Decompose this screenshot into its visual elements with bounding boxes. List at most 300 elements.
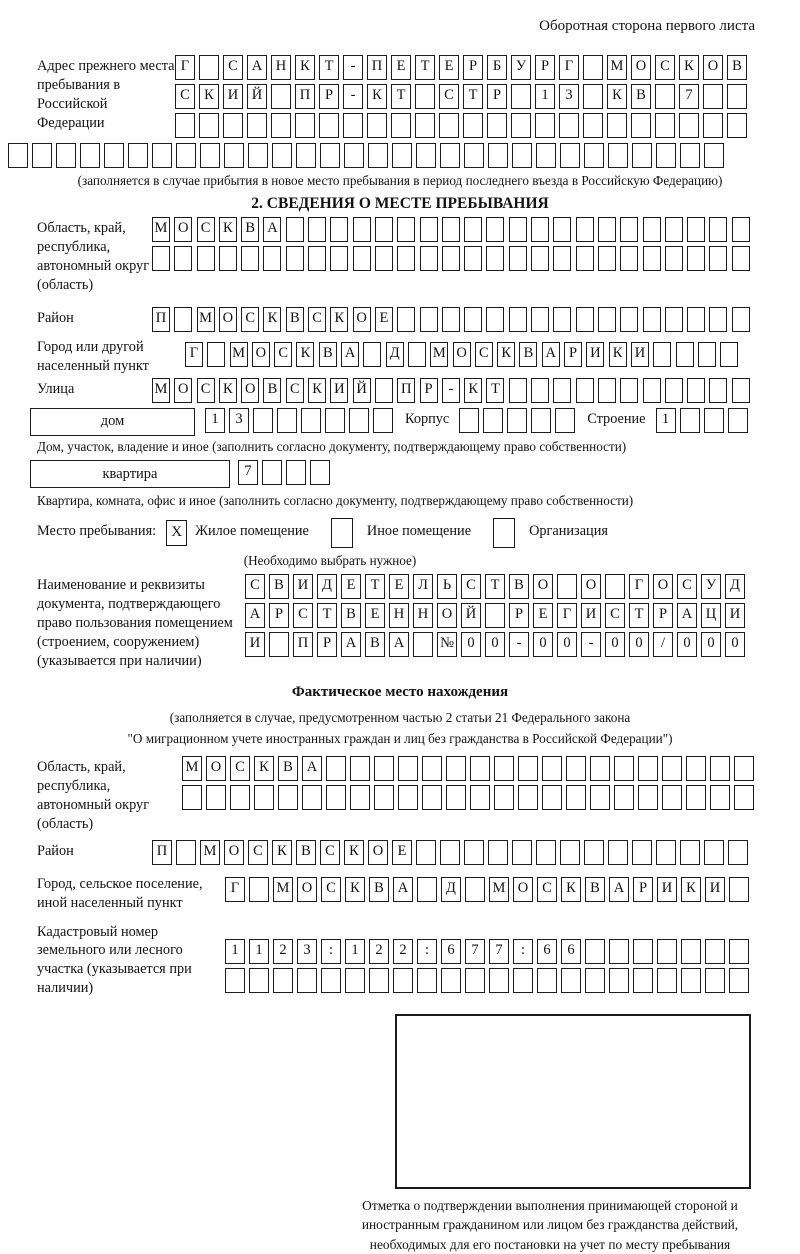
char-box[interactable] <box>417 877 437 902</box>
char-box[interactable] <box>665 307 683 332</box>
char-box[interactable] <box>608 840 628 865</box>
char-box[interactable]: С <box>197 217 215 242</box>
char-box[interactable] <box>687 378 705 403</box>
char-box[interactable]: Д <box>317 574 337 599</box>
char-box[interactable]: И <box>223 84 243 109</box>
char-box[interactable]: В <box>296 840 316 865</box>
char-box[interactable]: А <box>302 756 322 781</box>
char-box[interactable]: К <box>679 55 699 80</box>
char-box[interactable]: 0 <box>677 632 697 657</box>
checkbox-other-premises[interactable] <box>331 518 353 548</box>
char-box[interactable]: М <box>230 342 248 367</box>
char-box[interactable]: Р <box>319 84 339 109</box>
char-box[interactable] <box>727 84 747 109</box>
char-box[interactable] <box>531 246 549 271</box>
char-box[interactable] <box>345 968 365 993</box>
char-box[interactable]: 1 <box>535 84 555 109</box>
char-box[interactable] <box>104 143 124 168</box>
char-box[interactable] <box>374 785 394 810</box>
char-box[interactable] <box>197 246 215 271</box>
char-box[interactable]: К <box>263 307 281 332</box>
char-box[interactable] <box>422 785 442 810</box>
char-box[interactable]: И <box>586 342 604 367</box>
char-box[interactable] <box>350 785 370 810</box>
char-box[interactable] <box>511 113 531 138</box>
char-box[interactable]: О <box>252 342 270 367</box>
char-box[interactable] <box>176 840 196 865</box>
char-box[interactable] <box>56 143 76 168</box>
char-box[interactable]: - <box>509 632 529 657</box>
char-box[interactable] <box>207 342 225 367</box>
char-box[interactable]: И <box>330 378 348 403</box>
char-box[interactable]: К <box>296 342 314 367</box>
char-box[interactable] <box>566 785 586 810</box>
char-box[interactable] <box>408 342 426 367</box>
char-box[interactable] <box>710 785 730 810</box>
char-box[interactable]: В <box>341 603 361 628</box>
char-box[interactable] <box>590 756 610 781</box>
char-box[interactable]: И <box>245 632 265 657</box>
char-box[interactable] <box>253 408 273 433</box>
char-box[interactable]: П <box>295 84 315 109</box>
char-box[interactable]: Й <box>461 603 481 628</box>
char-box[interactable]: А <box>245 603 265 628</box>
char-box[interactable] <box>553 246 571 271</box>
char-box[interactable] <box>553 378 571 403</box>
char-box[interactable]: Д <box>441 877 461 902</box>
char-box[interactable]: О <box>219 307 237 332</box>
checkbox-organization[interactable] <box>493 518 515 548</box>
char-box[interactable]: К <box>681 877 701 902</box>
char-box[interactable]: В <box>365 632 385 657</box>
char-box[interactable] <box>326 756 346 781</box>
char-box[interactable]: : <box>321 939 341 964</box>
char-box[interactable]: 6 <box>561 939 581 964</box>
char-box[interactable] <box>566 756 586 781</box>
char-box[interactable] <box>413 632 433 657</box>
char-box[interactable] <box>325 408 345 433</box>
char-box[interactable] <box>680 840 700 865</box>
char-box[interactable] <box>643 378 661 403</box>
char-box[interactable] <box>330 246 348 271</box>
char-box[interactable]: А <box>609 877 629 902</box>
char-box[interactable]: В <box>269 574 289 599</box>
char-box[interactable]: К <box>609 342 627 367</box>
char-box[interactable]: 0 <box>725 632 745 657</box>
char-box[interactable]: А <box>677 603 697 628</box>
char-box[interactable]: В <box>263 378 281 403</box>
char-box[interactable] <box>320 143 340 168</box>
char-box[interactable]: Р <box>463 55 483 80</box>
char-box[interactable] <box>704 143 724 168</box>
char-box[interactable]: С <box>321 877 341 902</box>
char-box[interactable] <box>489 968 509 993</box>
char-box[interactable] <box>620 217 638 242</box>
char-box[interactable] <box>375 246 393 271</box>
char-box[interactable]: О <box>174 217 192 242</box>
char-box[interactable] <box>632 840 652 865</box>
char-box[interactable] <box>420 307 438 332</box>
char-box[interactable] <box>470 785 490 810</box>
char-box[interactable]: С <box>223 55 243 80</box>
char-box[interactable]: Е <box>392 840 412 865</box>
char-box[interactable]: Т <box>317 603 337 628</box>
char-box[interactable]: К <box>330 307 348 332</box>
char-box[interactable] <box>633 939 653 964</box>
char-box[interactable] <box>373 408 393 433</box>
char-box[interactable] <box>576 378 594 403</box>
char-box[interactable]: У <box>701 574 721 599</box>
char-box[interactable] <box>398 785 418 810</box>
char-box[interactable] <box>249 968 269 993</box>
char-box[interactable]: 7 <box>238 460 258 485</box>
char-box[interactable] <box>620 307 638 332</box>
char-box[interactable]: Р <box>633 877 653 902</box>
char-box[interactable]: С <box>537 877 557 902</box>
char-box[interactable]: О <box>453 342 471 367</box>
char-box[interactable] <box>398 756 418 781</box>
char-box[interactable] <box>393 968 413 993</box>
char-box[interactable]: А <box>247 55 267 80</box>
char-box[interactable]: Р <box>509 603 529 628</box>
char-box[interactable]: Е <box>341 574 361 599</box>
char-box[interactable] <box>531 378 549 403</box>
char-box[interactable]: 1 <box>205 408 225 433</box>
char-box[interactable] <box>513 968 533 993</box>
char-box[interactable]: Н <box>413 603 433 628</box>
char-box[interactable]: М <box>152 217 170 242</box>
char-box[interactable] <box>417 968 437 993</box>
char-box[interactable]: Р <box>317 632 337 657</box>
char-box[interactable] <box>608 143 628 168</box>
char-box[interactable] <box>465 968 485 993</box>
char-box[interactable]: К <box>199 84 219 109</box>
char-box[interactable] <box>653 342 671 367</box>
char-box[interactable] <box>536 840 556 865</box>
char-box[interactable]: А <box>389 632 409 657</box>
char-box[interactable] <box>286 460 306 485</box>
char-box[interactable]: В <box>727 55 747 80</box>
house-field-box[interactable] <box>30 408 195 436</box>
char-box[interactable]: И <box>657 877 677 902</box>
char-box[interactable] <box>655 113 675 138</box>
char-box[interactable] <box>665 246 683 271</box>
char-box[interactable] <box>633 968 653 993</box>
char-box[interactable] <box>271 113 291 138</box>
char-box[interactable]: Р <box>535 55 555 80</box>
char-box[interactable] <box>397 217 415 242</box>
char-box[interactable] <box>391 113 411 138</box>
char-box[interactable]: В <box>319 342 337 367</box>
char-box[interactable]: Р <box>653 603 673 628</box>
char-box[interactable] <box>152 143 172 168</box>
char-box[interactable] <box>535 113 555 138</box>
char-box[interactable] <box>442 217 460 242</box>
char-box[interactable]: С <box>605 603 625 628</box>
char-box[interactable] <box>269 632 289 657</box>
char-box[interactable] <box>705 939 725 964</box>
char-box[interactable] <box>553 307 571 332</box>
char-box[interactable] <box>308 217 326 242</box>
char-box[interactable] <box>560 143 580 168</box>
char-box[interactable]: 0 <box>629 632 649 657</box>
char-box[interactable]: М <box>489 877 509 902</box>
char-box[interactable]: Й <box>353 378 371 403</box>
char-box[interactable] <box>680 408 700 433</box>
char-box[interactable] <box>392 143 412 168</box>
char-box[interactable] <box>687 246 705 271</box>
char-box[interactable]: / <box>653 632 673 657</box>
char-box[interactable] <box>272 143 292 168</box>
char-box[interactable]: П <box>152 307 170 332</box>
char-box[interactable]: 2 <box>369 939 389 964</box>
char-box[interactable] <box>308 246 326 271</box>
char-box[interactable] <box>367 113 387 138</box>
char-box[interactable] <box>128 143 148 168</box>
char-box[interactable]: - <box>343 55 363 80</box>
char-box[interactable] <box>590 785 610 810</box>
char-box[interactable]: К <box>497 342 515 367</box>
char-box[interactable] <box>286 246 304 271</box>
char-box[interactable] <box>295 113 315 138</box>
char-box[interactable] <box>241 246 259 271</box>
char-box[interactable] <box>174 246 192 271</box>
char-box[interactable] <box>680 143 700 168</box>
char-box[interactable] <box>263 246 281 271</box>
char-box[interactable] <box>585 939 605 964</box>
char-box[interactable]: Е <box>389 574 409 599</box>
char-box[interactable]: 3 <box>559 84 579 109</box>
char-box[interactable] <box>247 113 267 138</box>
char-box[interactable] <box>609 939 629 964</box>
char-box[interactable] <box>531 307 549 332</box>
char-box[interactable] <box>224 143 244 168</box>
char-box[interactable] <box>296 143 316 168</box>
char-box[interactable] <box>254 785 274 810</box>
char-box[interactable] <box>375 217 393 242</box>
char-box[interactable] <box>655 84 675 109</box>
char-box[interactable]: 6 <box>441 939 461 964</box>
char-box[interactable] <box>182 785 202 810</box>
char-box[interactable] <box>536 143 556 168</box>
char-box[interactable] <box>470 756 490 781</box>
char-box[interactable] <box>657 939 677 964</box>
char-box[interactable]: - <box>442 378 460 403</box>
char-box[interactable] <box>397 307 415 332</box>
char-box[interactable]: 0 <box>533 632 553 657</box>
char-box[interactable]: Г <box>559 55 579 80</box>
char-box[interactable] <box>464 246 482 271</box>
char-box[interactable]: С <box>475 342 493 367</box>
char-box[interactable]: 7 <box>489 939 509 964</box>
char-box[interactable]: 3 <box>297 939 317 964</box>
char-box[interactable] <box>720 342 738 367</box>
char-box[interactable]: П <box>397 378 415 403</box>
char-box[interactable] <box>415 84 435 109</box>
char-box[interactable]: 1 <box>225 939 245 964</box>
char-box[interactable]: О <box>353 307 371 332</box>
char-box[interactable]: Т <box>319 55 339 80</box>
char-box[interactable]: Г <box>629 574 649 599</box>
char-box[interactable]: А <box>341 632 361 657</box>
char-box[interactable]: О <box>437 603 457 628</box>
char-box[interactable] <box>732 307 750 332</box>
char-box[interactable] <box>441 968 461 993</box>
char-box[interactable]: Р <box>420 378 438 403</box>
char-box[interactable] <box>728 408 748 433</box>
char-box[interactable]: Д <box>386 342 404 367</box>
char-box[interactable] <box>709 307 727 332</box>
char-box[interactable] <box>643 307 661 332</box>
char-box[interactable] <box>512 840 532 865</box>
char-box[interactable] <box>416 840 436 865</box>
char-box[interactable] <box>248 143 268 168</box>
char-box[interactable] <box>420 246 438 271</box>
char-box[interactable] <box>374 756 394 781</box>
char-box[interactable] <box>662 756 682 781</box>
char-box[interactable] <box>446 756 466 781</box>
char-box[interactable] <box>483 408 503 433</box>
char-box[interactable]: И <box>705 877 725 902</box>
char-box[interactable] <box>704 840 724 865</box>
char-box[interactable] <box>439 113 459 138</box>
char-box[interactable] <box>537 968 557 993</box>
char-box[interactable] <box>262 460 282 485</box>
char-box[interactable]: О <box>241 378 259 403</box>
char-box[interactable] <box>698 342 716 367</box>
char-box[interactable]: М <box>430 342 448 367</box>
char-box[interactable]: Е <box>365 603 385 628</box>
char-box[interactable] <box>729 939 749 964</box>
char-box[interactable]: 0 <box>461 632 481 657</box>
char-box[interactable]: Г <box>225 877 245 902</box>
char-box[interactable] <box>80 143 100 168</box>
char-box[interactable] <box>175 113 195 138</box>
char-box[interactable]: С <box>655 55 675 80</box>
char-box[interactable]: М <box>607 55 627 80</box>
char-box[interactable]: Е <box>439 55 459 80</box>
char-box[interactable]: О <box>174 378 192 403</box>
char-box[interactable] <box>687 217 705 242</box>
char-box[interactable]: С <box>293 603 313 628</box>
char-box[interactable]: С <box>274 342 292 367</box>
char-box[interactable] <box>665 378 683 403</box>
char-box[interactable]: О <box>206 756 226 781</box>
char-box[interactable] <box>656 840 676 865</box>
char-box[interactable] <box>656 143 676 168</box>
char-box[interactable] <box>486 307 504 332</box>
char-box[interactable] <box>681 939 701 964</box>
char-box[interactable] <box>576 217 594 242</box>
char-box[interactable] <box>486 246 504 271</box>
char-box[interactable]: К <box>272 840 292 865</box>
char-box[interactable]: 1 <box>656 408 676 433</box>
char-box[interactable] <box>278 785 298 810</box>
char-box[interactable]: 0 <box>701 632 721 657</box>
char-box[interactable] <box>643 246 661 271</box>
char-box[interactable] <box>583 84 603 109</box>
char-box[interactable] <box>368 143 388 168</box>
char-box[interactable]: К <box>561 877 581 902</box>
char-box[interactable]: С <box>320 840 340 865</box>
char-box[interactable] <box>353 246 371 271</box>
char-box[interactable] <box>509 378 527 403</box>
char-box[interactable]: И <box>631 342 649 367</box>
char-box[interactable] <box>542 785 562 810</box>
char-box[interactable] <box>219 246 237 271</box>
char-box[interactable]: 2 <box>393 939 413 964</box>
char-box[interactable] <box>729 968 749 993</box>
char-box[interactable]: С <box>677 574 697 599</box>
char-box[interactable]: Н <box>389 603 409 628</box>
char-box[interactable]: М <box>152 378 170 403</box>
char-box[interactable]: П <box>367 55 387 80</box>
char-box[interactable] <box>709 246 727 271</box>
char-box[interactable]: Н <box>271 55 291 80</box>
char-box[interactable] <box>512 143 532 168</box>
char-box[interactable] <box>397 246 415 271</box>
char-box[interactable] <box>681 968 701 993</box>
char-box[interactable]: К <box>607 84 627 109</box>
char-box[interactable]: О <box>368 840 388 865</box>
char-box[interactable]: 7 <box>679 84 699 109</box>
char-box[interactable] <box>729 877 749 902</box>
char-box[interactable]: С <box>230 756 250 781</box>
char-box[interactable] <box>583 113 603 138</box>
char-box[interactable] <box>620 378 638 403</box>
char-box[interactable]: С <box>175 84 195 109</box>
char-box[interactable]: И <box>725 603 745 628</box>
char-box[interactable] <box>598 307 616 332</box>
char-box[interactable] <box>174 307 192 332</box>
char-box[interactable]: Т <box>365 574 385 599</box>
char-box[interactable]: С <box>286 378 304 403</box>
char-box[interactable] <box>632 143 652 168</box>
apartment-field-box[interactable] <box>30 460 230 488</box>
char-box[interactable] <box>152 246 170 271</box>
char-box[interactable] <box>518 785 538 810</box>
char-box[interactable]: К <box>308 378 326 403</box>
char-box[interactable] <box>559 113 579 138</box>
char-box[interactable] <box>440 840 460 865</box>
char-box[interactable]: Р <box>564 342 582 367</box>
char-box[interactable] <box>584 840 604 865</box>
char-box[interactable] <box>350 756 370 781</box>
char-box[interactable]: В <box>585 877 605 902</box>
char-box[interactable] <box>732 246 750 271</box>
char-box[interactable] <box>464 217 482 242</box>
char-box[interactable] <box>176 143 196 168</box>
char-box[interactable] <box>369 968 389 993</box>
char-box[interactable]: О <box>653 574 673 599</box>
char-box[interactable]: Т <box>629 603 649 628</box>
char-box[interactable]: 1 <box>249 939 269 964</box>
char-box[interactable] <box>8 143 28 168</box>
char-box[interactable]: К <box>464 378 482 403</box>
char-box[interactable]: О <box>224 840 244 865</box>
char-box[interactable] <box>230 785 250 810</box>
char-box[interactable]: Е <box>391 55 411 80</box>
char-box[interactable] <box>319 113 339 138</box>
char-box[interactable]: № <box>437 632 457 657</box>
char-box[interactable] <box>734 785 754 810</box>
char-box[interactable] <box>560 840 580 865</box>
char-box[interactable] <box>704 408 724 433</box>
checkbox-residential[interactable]: X <box>166 520 187 546</box>
char-box[interactable] <box>687 307 705 332</box>
char-box[interactable]: 2 <box>273 939 293 964</box>
char-box[interactable] <box>249 877 269 902</box>
